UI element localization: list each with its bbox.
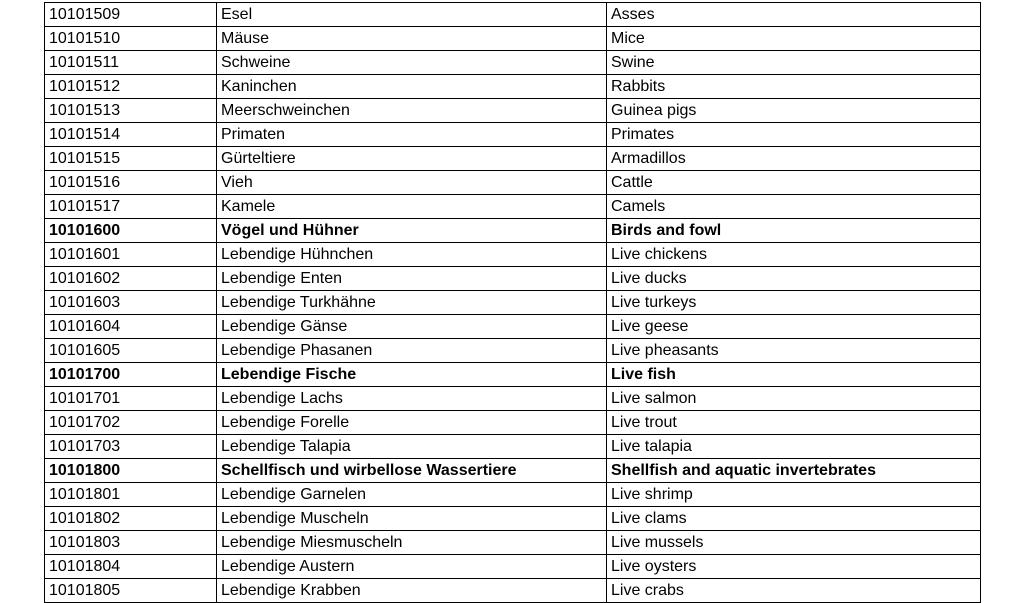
classification-table-container — [44, 2, 980, 603]
table-row — [45, 531, 981, 555]
code-cell: 10101600 — [45, 219, 217, 243]
code-cell: 10101601 — [45, 243, 217, 267]
code-cell: 10101804 — [45, 555, 217, 579]
german-name-cell: Vögel und Hühner — [217, 219, 607, 243]
german-name-cell: Lebendige Fische — [217, 363, 607, 387]
code-cell: 10101511 — [45, 51, 217, 75]
german-name-cell: Schweine — [217, 51, 607, 75]
german-name-cell: Lebendige Turkhähne — [217, 291, 607, 315]
code-cell: 10101802 — [45, 507, 217, 531]
german-name-cell: Lebendige Krabben — [217, 579, 607, 603]
german-name-cell: Lebendige Miesmuscheln — [217, 531, 607, 555]
german-name-cell: Gürteltiere — [217, 147, 607, 171]
table-row — [45, 411, 981, 435]
english-name-cell: Live mussels — [607, 531, 981, 555]
english-name-cell: Live salmon — [607, 387, 981, 411]
table-row — [45, 555, 981, 579]
table-row — [45, 99, 981, 123]
code-cell: 10101512 — [45, 75, 217, 99]
german-name-cell: Kaninchen — [217, 75, 607, 99]
code-cell: 10101509 — [45, 3, 217, 27]
german-name-cell: Mäuse — [217, 27, 607, 51]
code-cell: 10101701 — [45, 387, 217, 411]
german-name-cell: Lebendige Austern — [217, 555, 607, 579]
english-name-cell: Live crabs — [607, 579, 981, 603]
table-category-row — [45, 219, 981, 243]
table-row — [45, 195, 981, 219]
german-name-cell: Vieh — [217, 171, 607, 195]
english-name-cell: Cattle — [607, 171, 981, 195]
table-category-row — [45, 363, 981, 387]
english-name-cell: Asses — [607, 3, 981, 27]
table-row — [45, 339, 981, 363]
german-name-cell: Lebendige Phasanen — [217, 339, 607, 363]
classification-table — [44, 2, 981, 603]
code-cell: 10101702 — [45, 411, 217, 435]
english-name-cell: Live talapia — [607, 435, 981, 459]
code-cell: 10101510 — [45, 27, 217, 51]
english-name-cell: Live trout — [607, 411, 981, 435]
table-row — [45, 387, 981, 411]
english-name-cell: Primates — [607, 123, 981, 147]
english-name-cell: Swine — [607, 51, 981, 75]
german-name-cell: Kamele — [217, 195, 607, 219]
english-name-cell: Live clams — [607, 507, 981, 531]
english-name-cell: Mice — [607, 27, 981, 51]
table-row — [45, 123, 981, 147]
german-name-cell: Lebendige Garnelen — [217, 483, 607, 507]
code-cell: 10101703 — [45, 435, 217, 459]
english-name-cell: Shellfish and aquatic invertebrates — [607, 459, 981, 483]
table-row — [45, 51, 981, 75]
table-row — [45, 171, 981, 195]
code-cell: 10101513 — [45, 99, 217, 123]
english-name-cell: Live fish — [607, 363, 981, 387]
table-category-row — [45, 459, 981, 483]
english-name-cell: Live pheasants — [607, 339, 981, 363]
code-cell: 10101700 — [45, 363, 217, 387]
english-name-cell: Live geese — [607, 315, 981, 339]
code-cell: 10101605 — [45, 339, 217, 363]
german-name-cell: Lebendige Talapia — [217, 435, 607, 459]
english-name-cell: Camels — [607, 195, 981, 219]
english-name-cell: Live shrimp — [607, 483, 981, 507]
german-name-cell: Meerschweinchen — [217, 99, 607, 123]
english-name-cell: Live ducks — [607, 267, 981, 291]
table-row — [45, 27, 981, 51]
german-name-cell: Lebendige Enten — [217, 267, 607, 291]
german-name-cell: Lebendige Gänse — [217, 315, 607, 339]
table-row — [45, 579, 981, 603]
table-row — [45, 267, 981, 291]
code-cell: 10101602 — [45, 267, 217, 291]
code-cell: 10101517 — [45, 195, 217, 219]
table-row — [45, 507, 981, 531]
english-name-cell: Birds and fowl — [607, 219, 981, 243]
german-name-cell: Lebendige Lachs — [217, 387, 607, 411]
table-row — [45, 315, 981, 339]
german-name-cell: Schellfisch und wirbellose Wassertiere — [217, 459, 607, 483]
table-row — [45, 3, 981, 27]
code-cell: 10101805 — [45, 579, 217, 603]
english-name-cell: Armadillos — [607, 147, 981, 171]
english-name-cell: Live chickens — [607, 243, 981, 267]
english-name-cell: Rabbits — [607, 75, 981, 99]
code-cell: 10101604 — [45, 315, 217, 339]
german-name-cell: Lebendige Forelle — [217, 411, 607, 435]
code-cell: 10101514 — [45, 123, 217, 147]
code-cell: 10101801 — [45, 483, 217, 507]
table-row — [45, 147, 981, 171]
table-row — [45, 75, 981, 99]
table-row — [45, 435, 981, 459]
english-name-cell: Live oysters — [607, 555, 981, 579]
table-row — [45, 483, 981, 507]
german-name-cell: Esel — [217, 3, 607, 27]
english-name-cell: Guinea pigs — [607, 99, 981, 123]
table-body — [45, 3, 981, 603]
code-cell: 10101603 — [45, 291, 217, 315]
code-cell: 10101515 — [45, 147, 217, 171]
english-name-cell: Live turkeys — [607, 291, 981, 315]
table-row — [45, 291, 981, 315]
german-name-cell: Primaten — [217, 123, 607, 147]
code-cell: 10101516 — [45, 171, 217, 195]
german-name-cell: Lebendige Hühnchen — [217, 243, 607, 267]
code-cell: 10101800 — [45, 459, 217, 483]
code-cell: 10101803 — [45, 531, 217, 555]
table-row — [45, 243, 981, 267]
german-name-cell: Lebendige Muscheln — [217, 507, 607, 531]
